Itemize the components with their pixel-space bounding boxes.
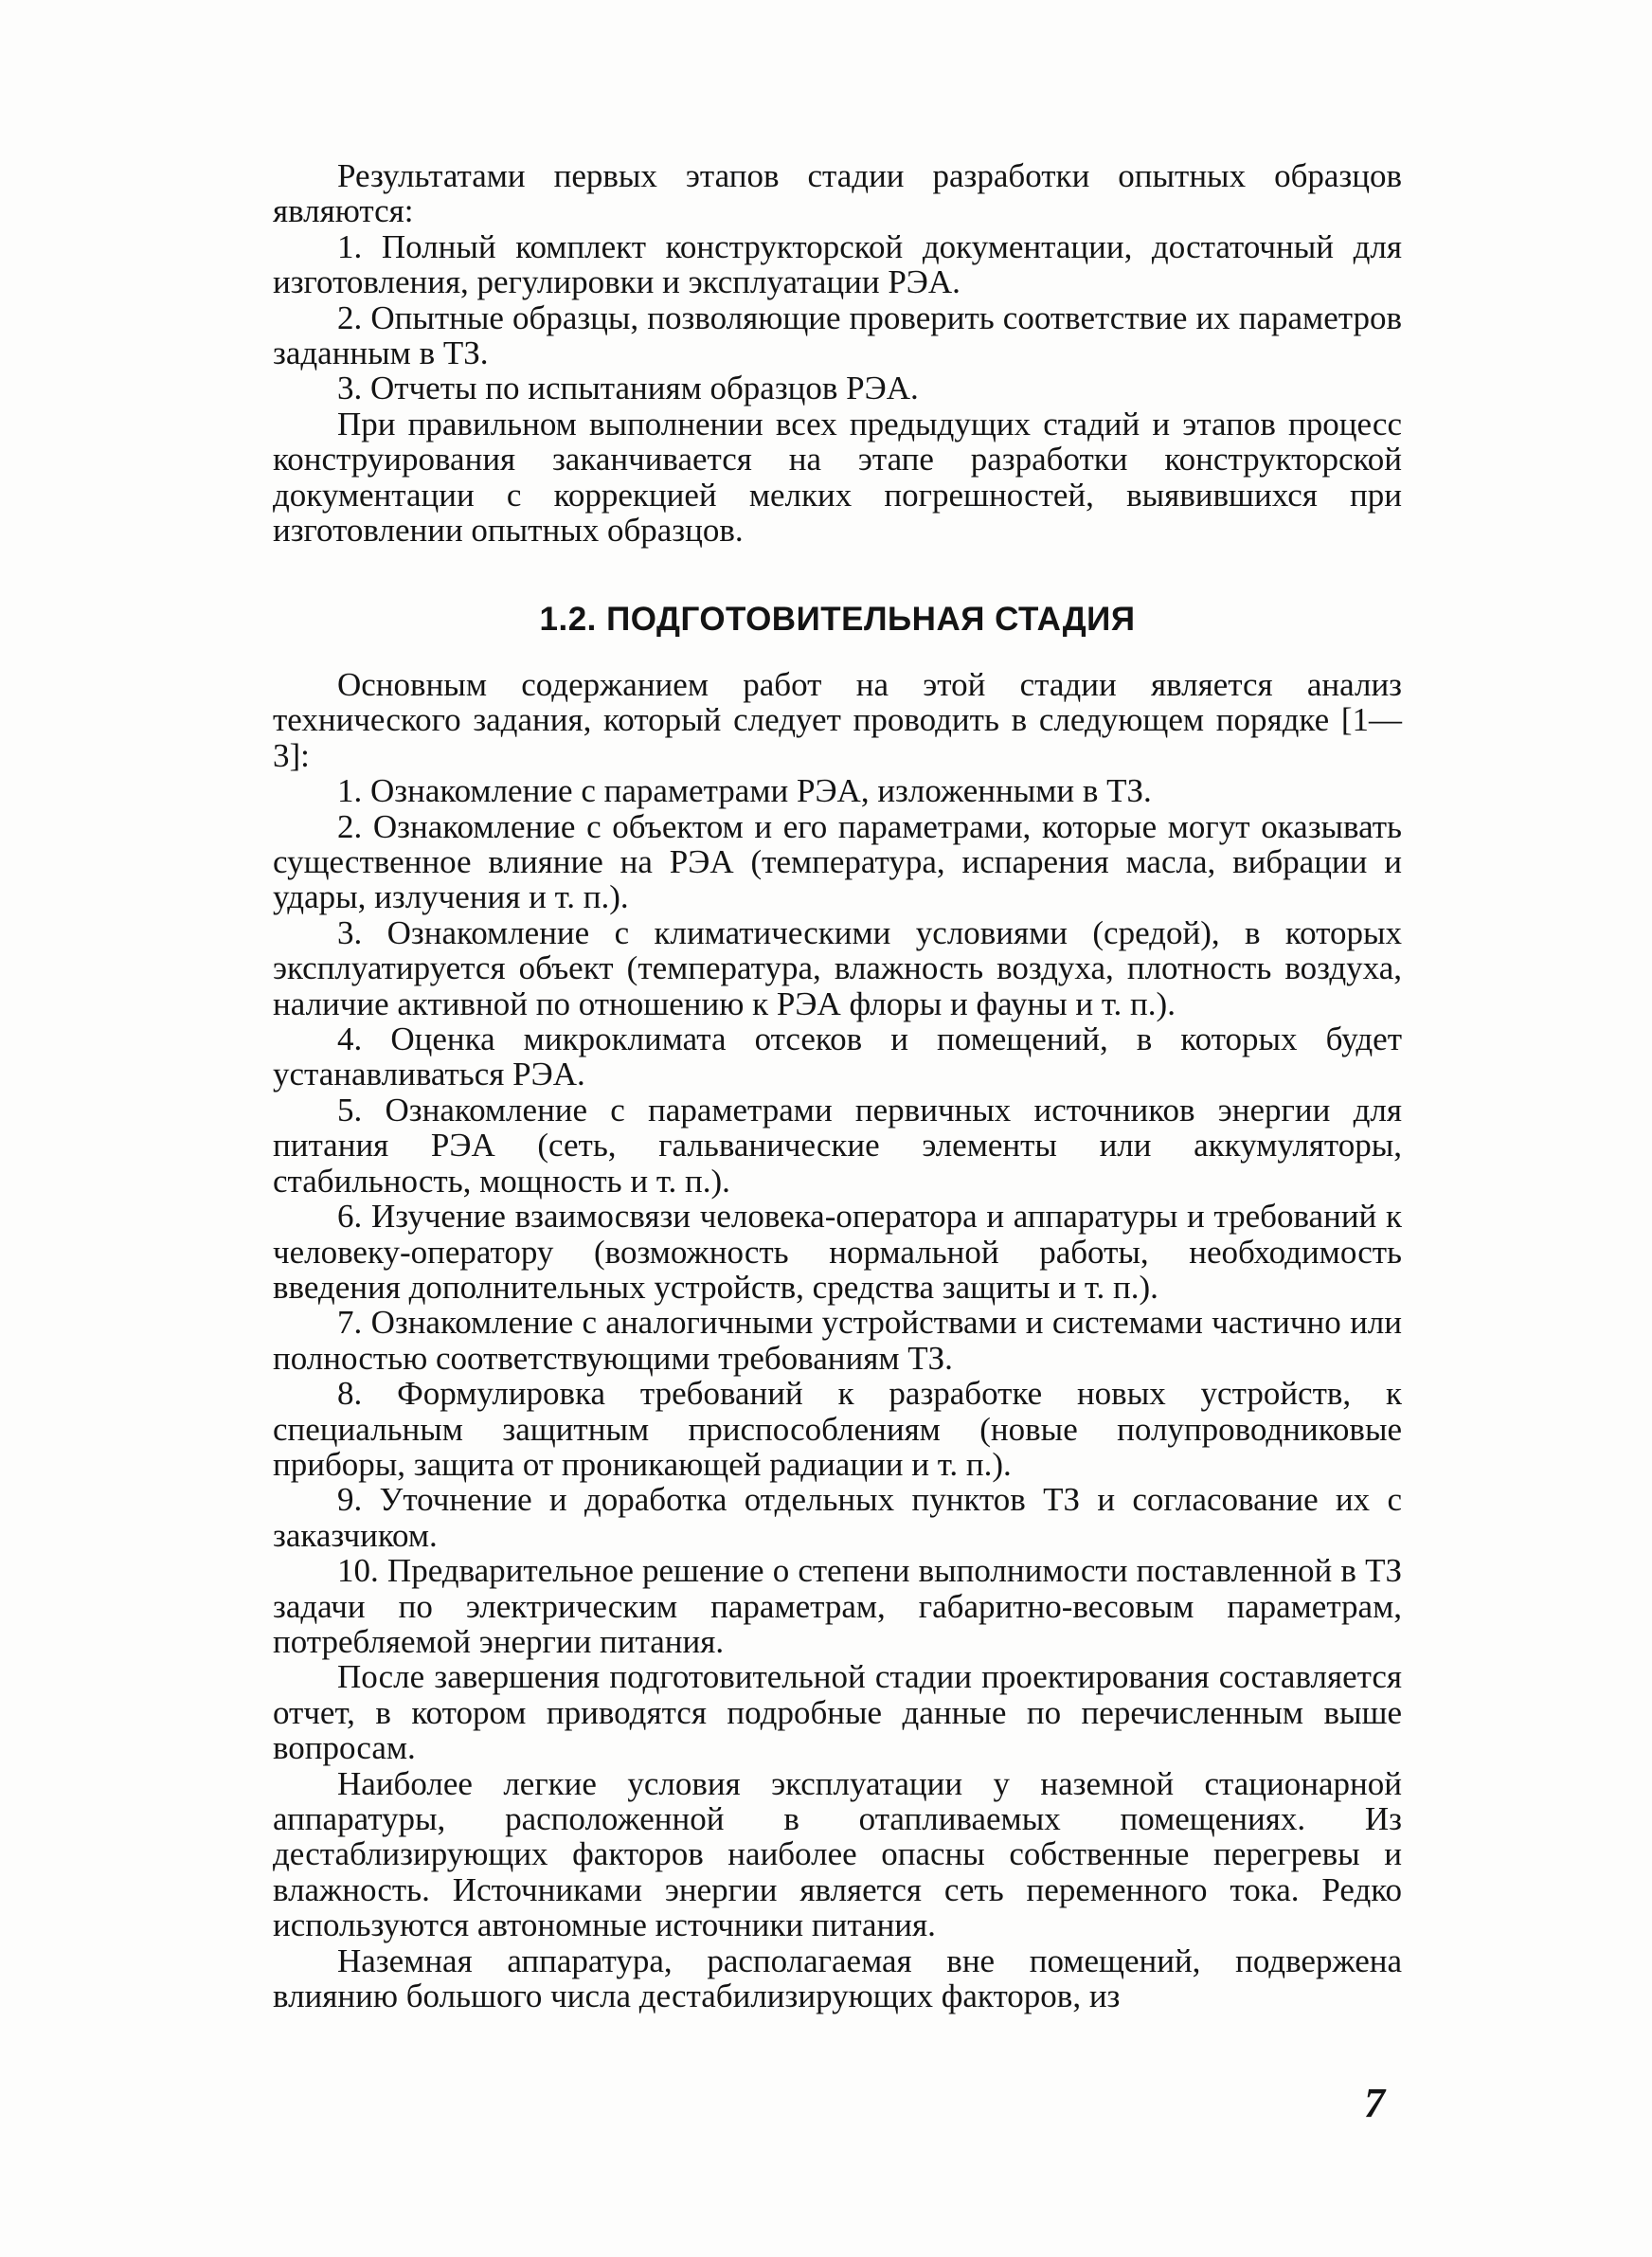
paragraph: Наиболее легкие условия эксплуатации у наземной стационарной аппаратуры, расположенной в отапливаемых помещениях. Из дестаблизирующих факторов наиболее опасны собственные перегревы и влажность. Источниками энергии является сеть переменного тока. Редко используются автономные источники питания. bbox=[273, 1764, 1402, 1944]
paragraph: Основным содержанием работ на этой стадии является анализ технического задания, который следует проводить в следующем порядке [1—3]: bbox=[273, 666, 1402, 774]
paragraph: При правильном выполнении всех предыдущих стадий и этапов процесс конструирования заканчивается на этапе разработки конструкторской документации с коррекцией мелких погрешностей, выявившихся при изготовлении опытных образцов. bbox=[273, 405, 1402, 550]
list-item: 4. Оценка микроклимата отсеков и помещений, в которых будет устанавливаться РЭА. bbox=[273, 1020, 1402, 1093]
list-item: 7. Ознакомление с аналогичными устройствами и системами частично или полностью соответствующими требованиям ТЗ. bbox=[273, 1304, 1402, 1377]
list-item: 6. Изучение взаимосвязи человека-оператора и аппаратуры и требований к человеку-оператору (возможность нормальной работы, необходимость введения дополнительных устройств, средства защиты и т. п.). bbox=[273, 1198, 1402, 1306]
list-item: 1. Полный комплект конструкторской документации, достаточный для изготовления, регулировки и эксплуатации РЭА. bbox=[273, 227, 1402, 301]
list-item: 2. Ознакомление с объектом и его параметрами, которые могут оказывать существенное влияние на РЭА (температура, испарения масла, вибрации и удары, излучения и т. п.). bbox=[273, 807, 1402, 916]
list-item: 1. Ознакомление с параметрами РЭА, изложенными в ТЗ. bbox=[337, 772, 1152, 810]
list-item: 10. Предварительное решение о степени выполнимости поставленной в ТЗ задачи по электрическим параметрам, габаритно-весовым параметрам, потребляемой энергии питания. bbox=[273, 1552, 1402, 1660]
section-heading: 1.2. ПОДГОТОВИТЕЛЬНАЯ СТАДИЯ bbox=[539, 601, 1136, 638]
list-item: 5. Ознакомление с параметрами первичных источников энергии для питания РЭА (сеть, гальванические элементы или аккумуляторы, стабильность, мощность и т. п.). bbox=[273, 1091, 1402, 1200]
list-item: 2. Опытные образцы, позволяющие проверить соответствие их параметров заданным в ТЗ. bbox=[273, 298, 1402, 372]
list-item: 8. Формулировка требований к разработке новых устройств, к специальным защитным приспособлениям (новые полупроводниковые приборы, защита от проникающей радиации и т. п.). bbox=[273, 1375, 1402, 1483]
section-text-block bbox=[273, 667, 1402, 2013]
list-item: 3. Ознакомление с климатическими условиями (средой), в которых эксплуатируется объект (температура, влажность воздуха, плотность воздуха, наличие активной по отношению к РЭА флоры и фауны и т. п.). bbox=[273, 913, 1402, 1022]
paragraph: Наземная аппаратура, располагаемая вне помещений, подвержена влиянию большого числа дестабилизирующих факторов, из bbox=[273, 1941, 1402, 2015]
list-item: 9. Уточнение и доработка отдельных пунктов ТЗ и согласование их с заказчиком. bbox=[273, 1481, 1402, 1554]
paragraph: Результатами первых этапов стадии разработки опытных образцов являются: bbox=[273, 157, 1402, 230]
page-number: 7 bbox=[1364, 2080, 1385, 2126]
list-item: 3. Отчеты по испытаниям образцов РЭА. bbox=[337, 370, 919, 407]
paragraph: После завершения подготовительной стадии проектирования составляется отчет, в котором приводятся подробные данные по перечисленным выше вопросам. bbox=[273, 1658, 1402, 1767]
intro-text-block bbox=[273, 158, 1402, 548]
